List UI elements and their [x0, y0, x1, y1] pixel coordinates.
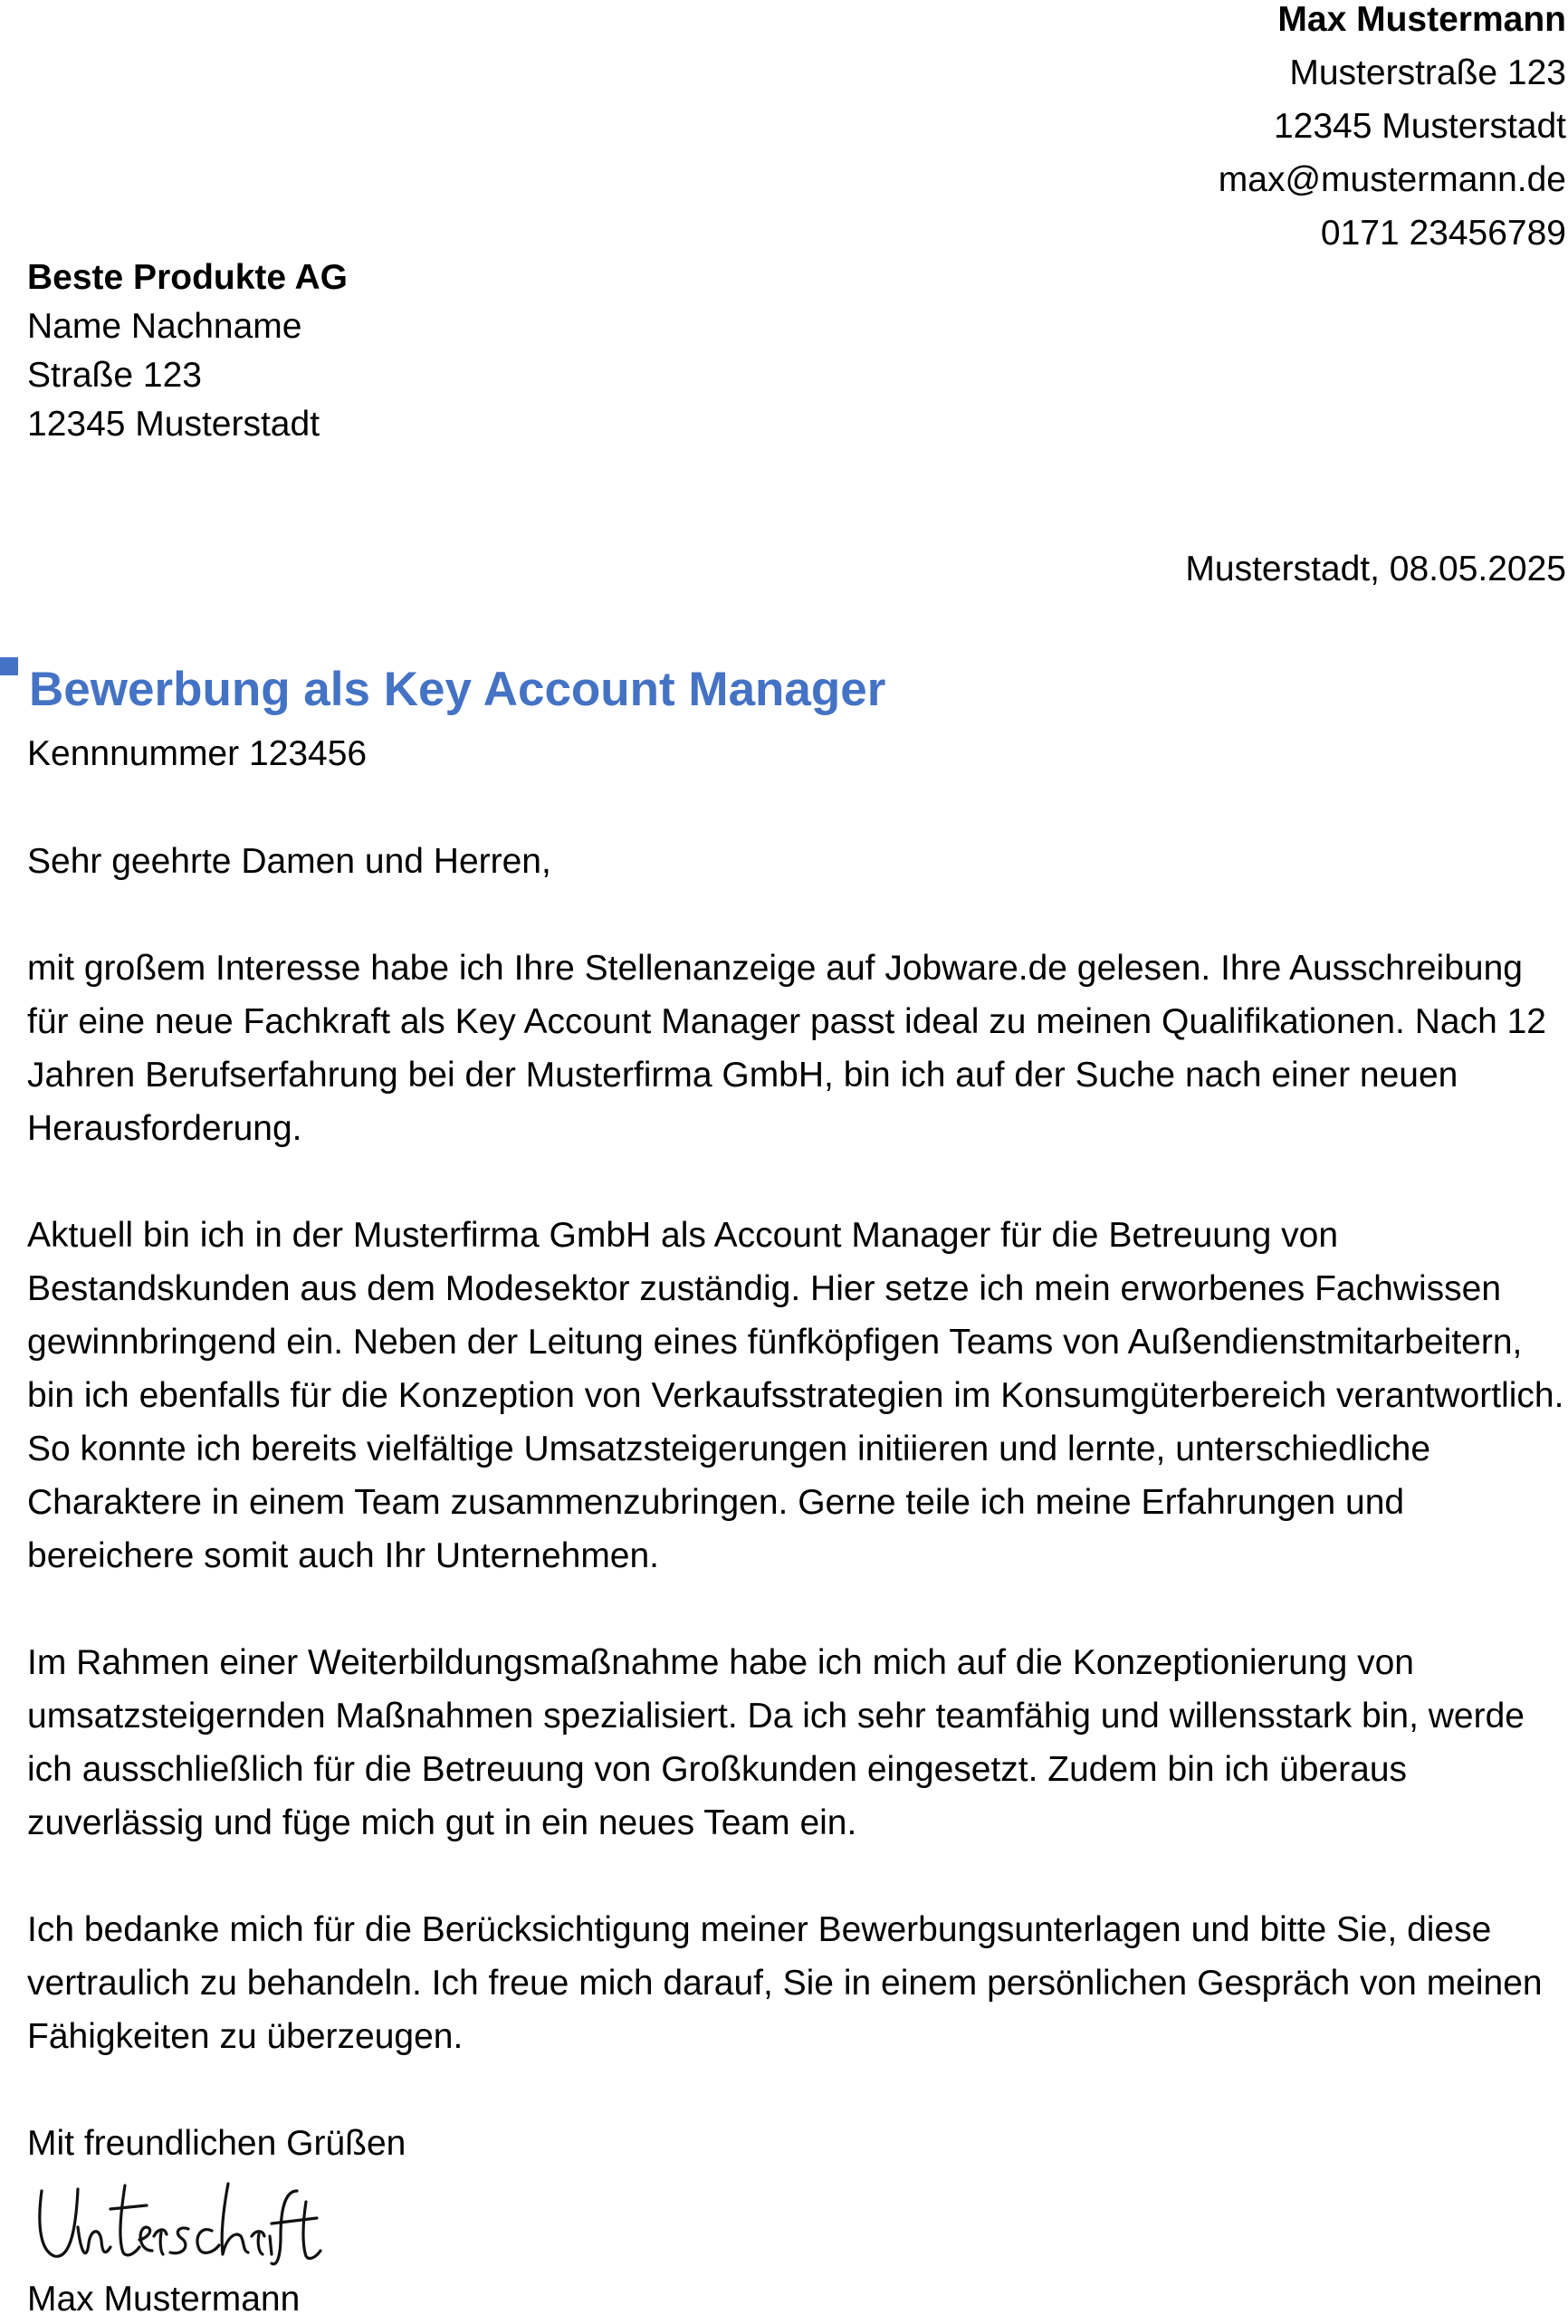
salutation: Sehr geehrte Damen und Herren, [27, 842, 551, 881]
sender-street: Musterstraße 123 [1289, 53, 1566, 92]
paragraph-1: mit großem Interesse habe ich Ihre Stellenanzeige auf Jobware.de gelesen. Ihre Ausschreibung für eine neue Fachkraft als Key Account Manager passt ideal zu meinen Qualifikationen. Nach 12 Jahren Berufserfahrung bei der Musterfirma GmbH, bin ich auf der Suche nach einer neuen Herausforderung. [27, 949, 1546, 1148]
subject-heading: Bewerbung als Key Account Manager [29, 663, 886, 716]
letter-body [27, 835, 1566, 2170]
handwritten-signature [34, 2173, 324, 2272]
sender-email: max@mustermann.de [1218, 160, 1566, 199]
recipient-city: 12345 Musterstadt [27, 405, 320, 444]
paragraph-3: Im Rahmen einer Weiterbildungsmaßnahme habe ich mich auf die Konzeptionierung von umsatzsteigernden Maßnahmen spezialisiert. Da ich sehr teamfähig und willensstark bin, werde ich ausschließlich für die Betreuung von Großkunden eingesetzt. Zudem bin ich überaus zuverlässig und füge mich gut in ein neues Team ein. [27, 1643, 1525, 1842]
recipient-company: Beste Produkte AG [27, 258, 348, 297]
sender-block [932, 0, 1566, 260]
paragraph-2: Aktuell bin ich in der Musterfirma GmbH als Account Manager für die Betreuung von Bestandskunden aus dem Modesektor zuständig. Hier setze ich mein erworbenes Fachwissen gewinnbringend ein. Neben der Leitung eines fünfköpfigen Teams von Außendienstmitarbeitern, bin ich ebenfalls für die Konzeption von Verkaufsstrategien im Konsumgüterbereich verantwortlich. So konnte ich bereits vielfältige Umsatzsteigerungen initiieren und lernte, unterschiedliche Charaktere in einem Team zusammenzubringen. Gerne teile ich meine Erfahrungen und bereichere somit auch Ihr Unternehmen. [27, 1216, 1564, 1575]
closing: Mit freundlichen Grüßen [27, 2124, 406, 2163]
recipient-contact: Name Nachname [27, 307, 302, 346]
heading-marker-icon [0, 657, 18, 675]
signer-name: Max Mustermann [27, 2280, 301, 2319]
recipient-block [27, 253, 661, 449]
paragraph-4: Ich bedanke mich für die Berücksichtigung meiner Bewerbungsunterlagen und bitte Sie, diese vertraulich zu behandeln. Ich freue mich darauf, Sie in einem persönlichen Gespräch von meinen Fähigkeiten zu überzeugen. [27, 1910, 1543, 2056]
sender-phone: 0171 23456789 [1320, 214, 1566, 253]
recipient-street: Straße 123 [27, 356, 202, 395]
reference-number: Kennnummer 123456 [27, 734, 368, 773]
date-line: Musterstadt, 08.05.2025 [1185, 550, 1566, 588]
sender-city: 12345 Musterstadt [1273, 107, 1566, 146]
sender-name: Max Mustermann [1277, 0, 1566, 39]
